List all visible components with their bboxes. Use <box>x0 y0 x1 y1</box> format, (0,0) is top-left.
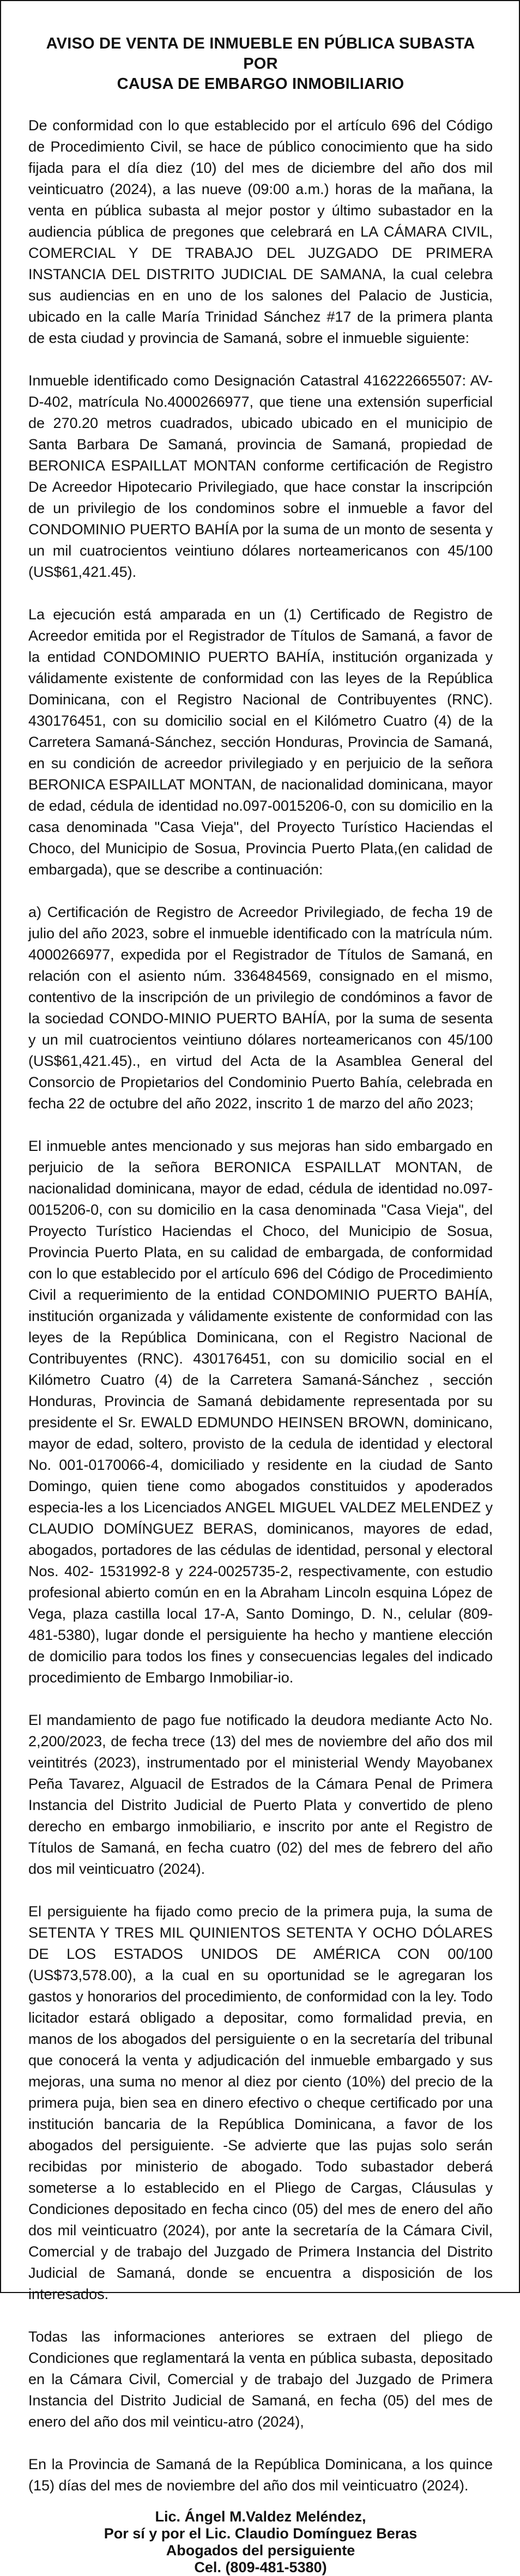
paragraph-conditions: Todas las informaciones anteriores se extraen del pliego de Condiciones que reglamentará la venta en pública subasta, depositado en la Cámara Civil, Comercial y de trabajo del Juzgado de Primera Instancia del Distrito Judicial de Samaná, en fecha (05) del mes de enero del año dos mil veinticu-atro (2024), <box>28 2328 493 2430</box>
paragraph-property: Inmueble identificado como Designación Catastral 416222665507: AV-D-402, matrícula No.4000266977, que tiene una extensión superficial de 270.20 metros cuadrados, ubicado ubicado en el municipio de Santa Barbara De Samaná, provincia de Samaná, propiedad de BERONICA ESPAILLAT MONTAN conforme certificación de Registro De Acreedor Hipotecario Privilegiado, que hace constar la inscripción de un privilegio de los condominos sobre el inmueble a favor del CONDOMINIO PUERTO BAHÍA por la suma de un monto de sesenta y un mil cuatrocientos veintiuno dólares norteamericanos con 45/100 (US$61,421.45). <box>28 372 493 580</box>
paragraph-intro: De conformidad con lo que establecido por el artículo 696 del Código de Procedimiento Civil, se hace de público conocimiento que ha sido fijada para el día diez (10) del mes de diciembre del año dos mil veinticuatro (2024), a las nueve (09:00 a.m.) horas de la mañana, la venta en pública subasta al mejor postor y último subastador en la audiencia pública de pregones que celebrará en LA CÁMARA CIVIL, COMERCIAL Y DE TRABAJO DEL JUZGADO DE PRIMERA INSTANCIA DEL DISTRITO JUDICIAL DE SAMANA, la cual celebra sus audiencias en en uno de los salones del Palacio de Justicia, ubicado en la calle María Trinidad Sánchez #17 de la primera planta de esta ciudad y provincia de Samaná, sobre el inmueble siguiente: <box>28 117 493 346</box>
paragraph-certification: a) Certificación de Registro de Acreedor Privilegiado, de fecha 19 de julio del año 2023, sobre el inmueble identificado con la matrícula núm. 4000266977, expedida por el Registrador de Títulos de Samaná, en relación con el asiento núm. 336484569, consignado en el mismo, contentivo de la inscripción de un privilegio de condóminos a favor de la sociedad CONDO-MINIO PUERTO BAHÍA, por la suma de sesenta y un mil cuatrocientos veintiuno dólares norteamericanos con 45/100 (US$61,421.45)., en virtud del Acta de la Asamblea General del Consorcio de Propietarios del Condominio Puerto Bahía, celebrada en fecha 22 de octubre del año 2022, inscrito 1 de marzo del año 2023; <box>28 904 493 1112</box>
title-line-2: CAUSA DE EMBARGO INMOBILIARIO <box>117 75 404 93</box>
paragraph-payment-order: El mandamiento de pago fue notificado la deudora mediante Acto No. 2,200/2023, de fecha trece (13) del mes de noviembre del año dos mil veintitrés (2023), instrumentado por el ministerial Wendy Mayobanex Peña Tavarez, Alguacil de Estrados de la Cámara Penal de Primera Instancia del Distrito Judicial de Puerto Plata y convertido de pleno derecho en embargo inmobiliario, e inscrito por ante el Registro de Títulos de Samaná, en fecha cuatro (02) del mes de febrero del año dos mil veinticuatro (2024). <box>28 1712 493 1877</box>
place-date: En la Provincia de Samaná de la República Dominicana, a los quince (15) días del mes de noviembre del año dos mil veinticuatro (2024). <box>28 2456 493 2494</box>
signature-associate: Por sí y por el Lic. Claudio Domínguez Beras <box>104 2525 418 2542</box>
signature-block <box>28 2508 493 2576</box>
signature-phone: Cel. (809-481-5380) <box>194 2559 327 2575</box>
notice-body <box>28 34 493 2576</box>
title-line-1: AVISO DE VENTA DE INMUEBLE EN PÚBLICA SUBASTA POR <box>46 35 475 73</box>
paragraph-price: El persiguiente ha fijado como precio de la primera puja, la suma de SETENTA Y TRES MIL QUINIENTOS SETENTA Y OCHO DÓLARES DE LOS ESTADOS UNIDOS DE AMÉRICA CON 00/100 (US$73,578.00), a la cual en su oportunidad se le agregaran los gastos y honorarios del procedimiento, de conformidad con la ley. Todo licitador estará obligado a depositar, como formalidad previa, en manos de los abogados del persiguiente o en la secretaría del tribunal que conocerá la venta y adjudicación del inmueble embargado y sus mejoras, una suma no menor al diez por ciento (10%) del precio de la primera puja, bien sea en dinero efectivo o cheque certificado por una institución bancaria de la República Dominicana, a favor de los abogados del persiguiente. -Se advierte que las pujas solo serán recibidas por ministerio de abogado. Todo subastador deberá someterse a lo establecido en el Pliego de Cargas, Cláusulas y Condiciones depositado en fecha cinco (05) del mes de enero del año dos mil veinticuatro (2024), por ante la secretaría de la Cámara Civil, Comercial y de trabajo del Juzgado de Primera Instancia del Distrito Judicial de Samaná, donde se encuentra a disposición de los interesados. <box>28 1903 493 2302</box>
signature-role: Abogados del persiguiente <box>166 2542 355 2559</box>
notice-title <box>28 34 493 94</box>
paragraph-seizure: El inmueble antes mencionado y sus mejoras han sido embargado en perjuicio de la señora BERONICA ESPAILLAT MONTAN, de nacionalidad dominicana, mayor de edad, cédula de identidad no.097-0015206-0, con su domicilio en la casa denominada "Casa Vieja", del Proyecto Turístico Haciendas el Choco, del Municipio de Sosua, Provincia Puerto Plata, en su calidad de embargada, de conformidad con lo que establecido por el artículo 696 del Código de Procedimiento Civil a requerimiento de la entidad CONDOMINIO PUERTO BAHÍA, institución organizada y válidamente existente de conformidad con las leyes de la República Dominicana, con el Registro Nacional de Contribuyentes (RNC). 430176451, con su domicilio social en el Kilómetro Cuatro (4) de la Carretera Samaná-Sánchez , sección Honduras, Provincia de Samaná debidamente representada por su presidente el Sr. EWALD EDMUNDO HEINSEN BROWN, dominicano, mayor de edad, soltero, provisto de la cedula de identidad y electoral No. 001-0170066-4, domiciliado y residente en la ciudad de Santo Domingo, quien tiene como abogados constituidos y apoderados especia-les a los Licenciados ANGEL MIGUEL VALDEZ MELENDEZ y CLAUDIO DOMÍNGUEZ BERAS, dominicanos, mayores de edad, abogados, portadores de las cédulas de identidad, personal y electoral Nos. 402- 1531992-8 y 224-0025735-2, respectivamente, con estudio profesional abierto común en en la Abraham Lincoln esquina López de Vega, plaza castilla local 17-A, Santo Domingo, D. N., celular (809-481-5380), lugar donde el persiguiente ha hecho y mantiene elección de domicilio para todos los fines y consecuencias legales del indicado procedimiento de Embargo Inmobiliar-io. <box>28 1138 493 1686</box>
paragraph-execution: La ejecución está amparada en un (1) Certificado de Registro de Acreedor emitida por el Registrador de Títulos de Samaná, a favor de la entidad CONDOMINIO PUERTO BAHÍA, institución organizada y válidamente existente de conformidad con las leyes de la República Dominicana, con el Registro Nacional de Contribuyentes (RNC). 430176451, con su domicilio social en el Kilómetro Cuatro (4) de la Carretera Samaná-Sánchez, sección Honduras, Provincia de Samaná, en su condición de acreedor privilegiado y en perjuicio de la señora BERONICA ESPAILLAT MONTAN, de nacionalidad dominicana, mayor de edad, cédula de identidad no.097-0015206-0, con su domicilio en la casa denominada "Casa Vieja", del Proyecto Turístico Haciendas el Choco, del Municipio de Sosua, Provincia Puerto Plata,(en calidad de embargada), que se describe a continuación: <box>28 606 493 878</box>
signature-name: Lic. Ángel M.Valdez Meléndez, <box>155 2508 366 2525</box>
